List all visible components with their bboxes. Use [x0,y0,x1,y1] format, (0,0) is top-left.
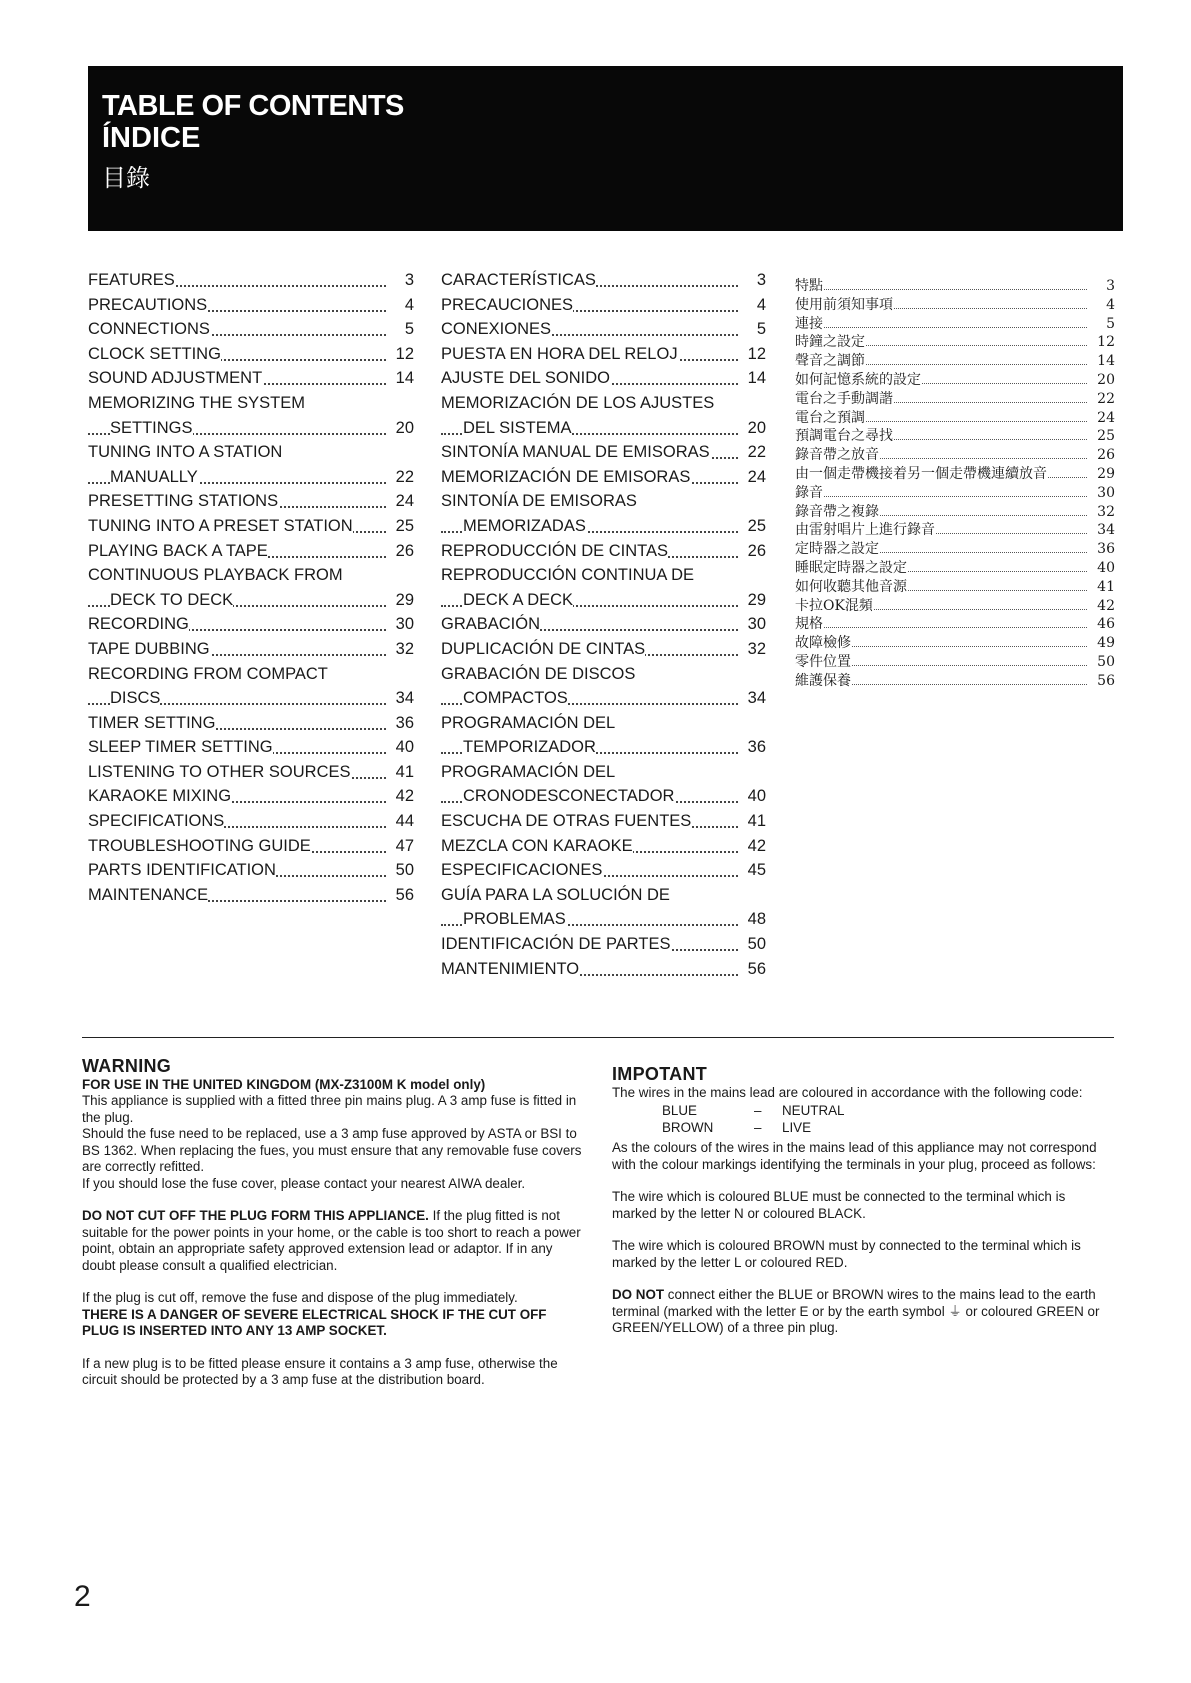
toc-entry [441,465,766,490]
toc-entry-label: 故障檢修 [795,635,851,652]
toc-entry-label: 特點 [795,278,823,294]
toc-entry-page: 42 [1097,597,1115,614]
toc-entry-page: 26 [1097,447,1115,464]
toc-entry-page: 29 [747,590,766,609]
important-paragraph: As the colours of the wires in the mains lead of this appliance may not correspond with the colour markings identifying the terminals in your plug, proceed as follows: [612,1140,1097,1172]
toc-entry-page: 12 [395,344,414,363]
toc-entry-page: 56 [747,959,766,978]
toc-entry [88,489,414,514]
toc-entry-page: 34 [395,689,414,708]
toc-entry [795,409,1115,428]
toc-entry-label: 連接 [795,315,823,332]
toc-entry [88,465,414,490]
toc-entry-page: 26 [747,541,766,560]
wire-color: BROWN [662,1120,714,1135]
toc-entry-page: 26 [395,541,414,560]
toc-entry [441,735,766,760]
toc-entry-label: SINTONÍA MANUAL DE EMISORAS [441,440,710,465]
toc-entry-label: 如何記憶系統的設定 [795,371,921,388]
toc-entry [88,834,414,859]
toc-entry-label: MEMORIZACIÓN DE EMISORAS [441,465,690,490]
toc-entry-page: 56 [395,885,414,904]
toc-entry [88,686,414,711]
toc-entry-label: 規格 [795,616,823,633]
toc-entry-label: DECK A DECK [463,588,573,613]
toc-entry [441,834,766,859]
title-chinese: 目錄 [102,165,150,192]
toc-entry [88,268,414,293]
toc-entry [441,391,766,416]
toc-entry-label: PROGRAMACIÓN DEL [441,711,615,736]
toc-entry-label: 如何收聽其他音源 [795,578,907,595]
toc-entry [441,366,766,391]
warning-paragraph: Should the fuse need to be replaced, use a 3 amp fuse approved by ASTA or BSI to BS 1362. When replacing the fues, you must ensure that any removable fuse covers are correctly refitted. [82,1126,582,1174]
toc-entry [441,489,766,514]
toc-entry-page: 48 [747,910,766,929]
toc-entry [795,465,1115,484]
toc-entry-page: 5 [1106,315,1115,332]
toc-entry-label: TIMER SETTING [88,711,215,736]
toc-entry-label: GUÍA PARA LA SOLUCIÓN DE [441,883,670,908]
toc-entry-page: 47 [395,836,414,855]
toc-entry [88,760,414,785]
toc-entry [795,578,1115,597]
warning-danger-text: THERE IS A DANGER OF SEVERE ELECTRICAL SHOCK IF THE CUT OFF PLUG IS INSERTED INTO ANY 13 AMP SOCKET. [82,1306,547,1338]
toc-entry-page: 3 [404,271,414,289]
toc-entry [795,484,1115,503]
toc-entry-page: 24 [747,467,766,486]
toc-entry [88,293,414,318]
toc-entry-label: TUNING INTO A PRESET STATION [88,514,353,539]
toc-entry-page: 34 [1097,522,1115,539]
toc-entry-page: 24 [395,492,414,511]
toc-entry [88,440,414,465]
toc-entry [441,932,766,957]
toc-entry [88,514,414,539]
toc-entry [88,588,414,613]
toc-entry-label: ESPECIFICACIONES [441,858,602,883]
toc-entry [795,277,1115,296]
toc-entry-page: 20 [747,418,766,437]
toc-entry-page: 42 [395,787,414,806]
toc-entry-page: 44 [395,812,414,831]
toc-entry-label: SLEEP TIMER SETTING [88,735,273,760]
toc-entry-page: 41 [1097,578,1115,595]
toc-entry-label: 零件位置 [795,653,851,670]
toc-entry [441,686,766,711]
toc-chinese [795,277,1115,691]
toc-entry [795,615,1115,634]
toc-entry [441,809,766,834]
toc-entry [795,352,1115,371]
important-bold-text: DO NOT [612,1287,665,1302]
toc-entry [795,446,1115,465]
wire-code-row [662,1120,1112,1137]
toc-entry-page: 22 [395,467,414,486]
toc-entry-label: 電台之預調 [795,409,865,426]
toc-entry-page: 40 [395,738,414,757]
important-text: connect either the BLUE or BROWN wires to the mains lead to the earth terminal (marked with the letter E or by the earth symbol ⏚ or coloured GREEN or GREEN/YELLOW) of a three pin plug. [612,1287,1100,1335]
toc-entry [441,342,766,367]
toc-entry [441,907,766,932]
toc-entry-page: 40 [747,787,766,806]
toc-entry [88,612,414,637]
toc-entry-label: LISTENING TO OTHER SOURCES [88,760,351,785]
toc-entry-page: 36 [1097,541,1115,558]
toc-entry-page: 14 [747,369,766,388]
toc-entry [88,735,414,760]
toc-entry [795,296,1115,315]
wire-dash: – [754,1120,762,1135]
toc-entry-label: TAPE DUBBING [88,637,210,662]
toc-entry [88,416,414,441]
toc-entry-page: 12 [747,344,766,363]
toc-entry-label: DISCS [110,686,160,711]
toc-entry [441,268,766,293]
toc-entry [88,539,414,564]
toc-entry-page: 24 [1097,409,1115,426]
toc-entry [441,662,766,687]
toc-entry-label: KARAOKE MIXING [88,784,231,809]
warning-paragraph: This appliance is supplied with a fitted three pin mains plug. A 3 amp fuse is fitted in the plug. [82,1093,577,1125]
toc-entry-label: 定時器之設定 [795,541,879,558]
toc-entry-page: 45 [747,861,766,880]
warning-text: If the plug fitted is not suitable for the power points in your home, or the cable is too short to reach a power point, obtain an appropriate safety approved extension lead or adaptor. If in any doubt please consult a qualified electrician. [82,1208,581,1273]
toc-entry-page: 32 [1097,503,1115,520]
toc-entry [795,634,1115,653]
toc-entry-label: MANUALLY [110,465,198,490]
toc-entry-page: 25 [1097,428,1115,445]
toc-entry-page: 20 [1097,371,1115,388]
toc-entry [441,711,766,736]
toc-leader-dots [795,327,1087,328]
toc-entry-label: 電台之手動調諧 [795,390,893,407]
warning-paragraph [82,1208,587,1274]
toc-entry-label: MANTENIMIENTO [441,957,579,982]
toc-entry-label: FEATURES [88,268,175,293]
toc-entry-page: 4 [404,295,414,314]
toc-entry-label: SOUND ADJUSTMENT [88,366,262,391]
toc-entry-label: PUESTA EN HORA DEL RELOJ [441,342,678,367]
toc-entry-label: 錄音帶之複錄 [795,503,879,520]
toc-entry-label: CONEXIONES [441,317,551,342]
toc-entry [795,521,1115,540]
page-number: 2 [74,1580,91,1613]
toc-entry [795,390,1115,409]
toc-entry [795,503,1115,522]
toc-entry [441,293,766,318]
wire-dash: – [754,1103,762,1118]
toc-entry-page: 5 [404,320,414,339]
toc-entry-label: CRONODESCONECTADOR [463,784,674,809]
toc-entry-label: IDENTIFICACIÓN DE PARTES [441,932,671,957]
title-spanish: ÍNDICE [102,122,201,154]
toc-entry-page: 14 [395,369,414,388]
toc-entry [795,427,1115,446]
toc-entry-label: ESCUCHA DE OTRAS FUENTES [441,809,691,834]
toc-entry-page: 25 [395,516,414,535]
toc-entry-label: 聲音之調節 [795,353,865,370]
warning-paragraph: If a new plug is to be fitted please ensure it contains a 3 amp fuse, otherwise the circuit should be protected by a 3 amp fuse at the distribution board. [82,1355,558,1387]
toc-entry-label: SPECIFICATIONS [88,809,224,834]
toc-entry [795,672,1115,691]
toc-entry-page: 50 [395,861,414,880]
toc-entry [441,588,766,613]
toc-entry-label: AJUSTE DEL SONIDO [441,366,610,391]
wire-meaning: LIVE [782,1120,812,1135]
important-paragraph: The wire which is coloured BROWN must by connected to the terminal which is marked by the letter L or coloured RED. [612,1238,1081,1270]
wire-meaning: NEUTRAL [782,1103,845,1118]
toc-entry [795,540,1115,559]
important-paragraph: The wire which is coloured BLUE must be connected to the terminal which is marked by the letter N or coloured BLACK. [612,1189,1066,1221]
wire-code-row [662,1103,1112,1120]
toc-entry [88,317,414,342]
toc-entry [795,333,1115,352]
toc-entry-label: 維護保養 [795,672,851,689]
wire-color: BLUE [662,1103,697,1118]
toc-entry-label: CONTINUOUS PLAYBACK FROM [88,563,343,588]
toc-entry-label: 預調電台之尋找 [795,428,893,445]
toc-entry-label: 由一個走帶機接着另一個走帶機連續放音 [795,465,1047,482]
toc-entry-label: CARACTERÍSTICAS [441,268,596,293]
toc-entry [88,391,414,416]
toc-entry-page: 41 [747,812,766,831]
toc-leader-dots [795,627,1087,628]
toc-entry [795,597,1115,616]
toc-entry [441,858,766,883]
toc-entry [88,366,414,391]
warning-section [82,1058,587,1405]
toc-entry [441,416,766,441]
toc-entry-page: 36 [395,713,414,732]
important-paragraph [612,1287,1112,1337]
toc-entry-page: 34 [747,689,766,708]
warning-heading: WARNING [82,1056,172,1076]
toc-entry-page: 25 [747,516,766,535]
toc-entry [88,662,414,687]
toc-entry [441,883,766,908]
toc-entry [88,342,414,367]
toc-entry-page: 41 [395,762,414,781]
toc-entry-label: DECK TO DECK [110,588,233,613]
toc-entry-page: 22 [1097,390,1115,407]
toc-entry-label: GRABACIÓN DE DISCOS [441,662,635,687]
section-divider [82,1037,1114,1038]
toc-entry-label: PRESETTING STATIONS [88,489,278,514]
toc-entry-page: 49 [1097,635,1115,652]
toc-entry-page: 36 [747,738,766,757]
toc-entry-page: 14 [1097,353,1115,370]
title-english: TABLE OF CONTENTS [102,90,404,122]
toc-entry-page: 50 [1097,653,1115,670]
important-paragraph: The wires in the mains lead are coloured in accordance with the following code: [612,1084,1083,1100]
toc-entry-page: 30 [1097,484,1115,501]
toc-entry-label: SETTINGS [110,416,193,441]
toc-entry-page: 56 [1097,672,1115,689]
toc-entry-label: DEL SISTEMA [463,416,572,441]
warning-paragraph: If the plug is cut off, remove the fuse and dispose of the plug immediately. [82,1290,518,1305]
toc-entry-label: PARTS IDENTIFICATION [88,858,276,883]
toc-entry-page: 32 [395,639,414,658]
toc-entry-page: 12 [1097,334,1115,351]
toc-entry [441,539,766,564]
toc-entry-label: REPRODUCCIÓN CONTINUA DE [441,563,694,588]
toc-entry-label: 由雷射唱片上進行錄音 [795,522,935,539]
toc-entry [88,711,414,736]
important-section [612,1066,1112,1353]
warning-subheading: FOR USE IN THE UNITED KINGDOM (MX-Z3100M K model only) [82,1076,486,1092]
warning-bold-text: DO NOT CUT OFF THE PLUG FORM THIS APPLIANCE. [82,1208,429,1223]
toc-entry [795,559,1115,578]
toc-entry-page: 20 [395,418,414,437]
toc-entry-label: MEMORIZACIÓN DE LOS AJUSTES [441,391,714,416]
toc-entry [441,440,766,465]
toc-entry-label: CLOCK SETTING [88,342,221,367]
toc-entry-label: MAINTENANCE [88,883,208,908]
toc-entry [795,653,1115,672]
toc-entry-label: 錄音帶之放音 [795,447,879,464]
toc-entry-page: 3 [1106,278,1115,294]
wire-color-codes [662,1103,1112,1137]
toc-entry-page: 46 [1097,616,1115,633]
toc-entry-label: TEMPORIZADOR [463,735,596,760]
toc-spanish [441,268,766,981]
toc-entry-page: 32 [747,639,766,658]
toc-entry [795,315,1115,334]
toc-entry [88,637,414,662]
important-heading: IMPOTANT [612,1064,708,1084]
toc-entry-page: 3 [756,271,766,289]
toc-english [88,268,414,907]
toc-entry [441,784,766,809]
toc-entry-label: SINTONÍA DE EMISORAS [441,489,637,514]
toc-entry-label: TUNING INTO A STATION [88,440,282,465]
toc-entry-label: 錄音 [795,484,823,501]
toc-entry [88,563,414,588]
toc-entry [88,883,414,908]
toc-entry-page: 29 [395,590,414,609]
toc-entry-label: 時鐘之設定 [795,334,865,351]
warning-paragraph: If you should lose the fuse cover, please contact your nearest AIWA dealer. [82,1175,526,1191]
toc-entry [88,809,414,834]
title-banner [88,66,1123,231]
toc-entry-page: 29 [1097,465,1115,482]
toc-entry-page: 22 [747,443,766,462]
toc-leader-dots [795,289,1087,290]
toc-entry-page: 30 [747,615,766,634]
toc-entry-page: 50 [747,935,766,954]
toc-entry [441,760,766,785]
toc-entry-label: REPRODUCCIÓN DE CINTAS [441,539,668,564]
toc-entry [441,317,766,342]
toc-entry-label: MEMORIZADAS [463,514,586,539]
toc-entry-label: RECORDING FROM COMPACT [88,662,328,687]
toc-entry-page: 5 [756,320,766,339]
toc-entry-label: PRECAUTIONS [88,293,207,318]
toc-entry [88,784,414,809]
toc-entry-label: 使用前須知事項 [795,296,893,313]
toc-entry-label: PROGRAMACIÓN DEL [441,760,615,785]
toc-entry-page: 40 [1097,559,1115,576]
toc-entry [441,957,766,982]
toc-entry [441,563,766,588]
toc-entry-label: PRECAUCIONES [441,293,573,318]
toc-entry [441,514,766,539]
toc-entry-label: RECORDING [88,612,189,637]
toc-leader-dots [795,496,1087,497]
toc-entry-page: 42 [747,836,766,855]
toc-entry-label: PLAYING BACK A TAPE [88,539,268,564]
toc-entry [441,612,766,637]
toc-entry [441,637,766,662]
toc-entry-label: 卡拉OK混頻 [795,597,873,614]
toc-entry-label: GRABACIÓN [441,612,540,637]
toc-entry [795,371,1115,390]
toc-entry-page: 4 [756,295,766,314]
toc-entry-label: MEZCLA CON KARAOKE [441,834,633,859]
toc-entry-label: PROBLEMAS [463,907,566,932]
toc-entry-page: 30 [395,615,414,634]
toc-entry [88,858,414,883]
toc-entry-label: DUPLICACIÓN DE CINTAS [441,637,645,662]
toc-entry-label: CONNECTIONS [88,317,210,342]
toc-entry-page: 4 [1106,296,1115,313]
toc-entry-label: 睡眠定時器之設定 [795,559,907,576]
toc-entry-label: MEMORIZING THE SYSTEM [88,391,305,416]
toc-entry-label: TROUBLESHOOTING GUIDE [88,834,311,859]
toc-entry-label: COMPACTOS [463,686,568,711]
